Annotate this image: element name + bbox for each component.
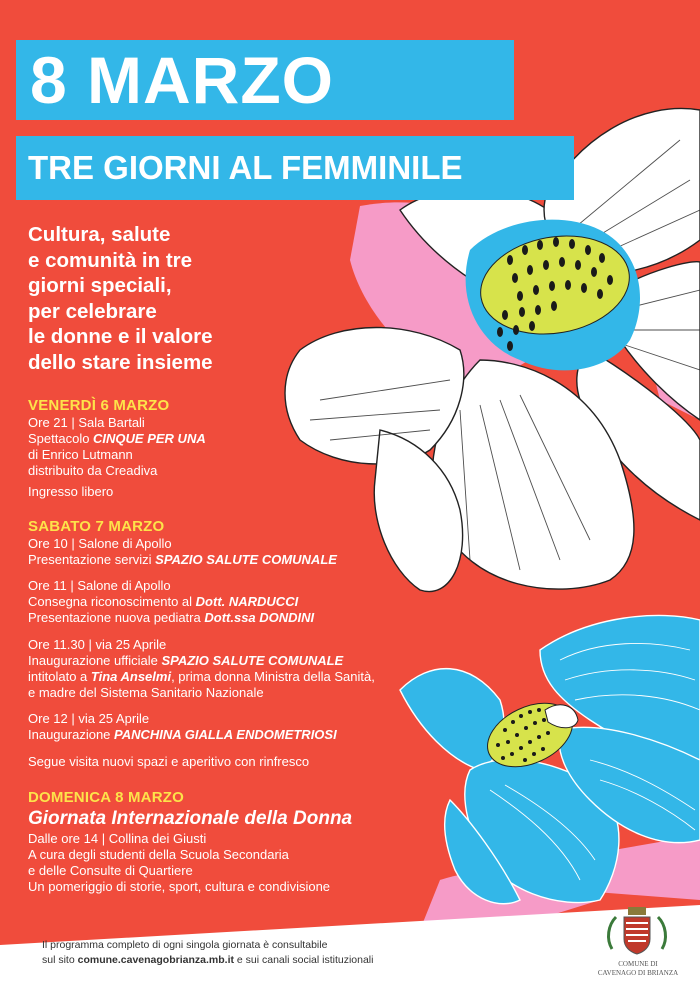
blue-flower bbox=[400, 615, 700, 930]
page-subtitle: TRE GIORNI AL FEMMINILE bbox=[28, 149, 463, 186]
event-title-line: Spettacolo CINQUE PER UNA bbox=[28, 431, 206, 446]
event-saturday-4: Ore 12 | via 25 Aprile Inaugurazione PANCHINA GIALLA ENDOMETRIOSI bbox=[28, 711, 337, 742]
tagline-line: per celebrare bbox=[28, 299, 157, 323]
event-saturday-1: Ore 10 | Salone di Apollo Presentazione servizi SPAZIO SALUTE COMUNALE bbox=[28, 536, 337, 567]
saturday-note: Segue visita nuovi spazi e aperitivo con rinfresco bbox=[28, 754, 310, 769]
event-distributor: distribuito da Creadiva bbox=[28, 463, 158, 478]
comune-label: COMUNE DI CAVENAGO DI BRIANZA bbox=[597, 960, 679, 977]
day-heading-friday: VENERDÌ 6 MARZO bbox=[28, 397, 170, 414]
footer-text: Il programma completo di ogni singola giornata è consultabile sul sito comune.cavenagobrianza.mb.it e sui canali social istituzionali bbox=[42, 939, 374, 966]
event-author: di Enrico Lutmann bbox=[28, 447, 133, 462]
special-event-title: Giornata Internazionale della Donna bbox=[28, 808, 353, 829]
event-saturday-3: Ore 11.30 | via 25 Aprile Inaugurazione ufficiale SPAZIO SALUTE COMUNALE intitolato a Tina Anselmi, prima donna Ministra della Sanità, e madre del Sistema Sanitario Nazionale bbox=[28, 637, 375, 700]
title-banner bbox=[16, 40, 514, 120]
tagline-line: Cultura, salute bbox=[28, 223, 171, 246]
tagline-line: le donne e il valore bbox=[28, 325, 213, 348]
page-title: 8 MARZO bbox=[30, 43, 334, 117]
event-friday bbox=[28, 415, 206, 479]
event-sunday: Dalle ore 14 | Collina dei Giusti A cura degli studenti della Scuola Secondaria e delle Consulte di Quartiere Un pomeriggio di storie, sport, cultura e condivisione bbox=[28, 831, 331, 894]
tagline bbox=[28, 222, 358, 375]
event-time-place: Ore 21 | Sala Bartali bbox=[28, 415, 145, 430]
day-heading-saturday: SABATO 7 MARZO bbox=[28, 518, 165, 535]
event-saturday-2: Ore 11 | Salone di Apollo Consegna riconoscimento al Dott. NARDUCCI Presentazione nuova pediatra Dott.ssa DONDINI bbox=[28, 578, 315, 625]
tagline-line: e comunità in tre bbox=[28, 248, 193, 272]
friday-note: Ingresso libero bbox=[28, 484, 114, 499]
day-heading-sunday: DOMENICA 8 MARZO bbox=[28, 789, 184, 806]
subtitle-banner bbox=[16, 136, 574, 200]
tagline-line: dello stare insieme bbox=[28, 350, 213, 374]
municipal-crest-icon bbox=[604, 905, 670, 957]
tagline-line: giorni speciali, bbox=[28, 274, 172, 297]
website-link[interactable]: comune.cavenagobrianza.mb.it bbox=[77, 954, 234, 966]
